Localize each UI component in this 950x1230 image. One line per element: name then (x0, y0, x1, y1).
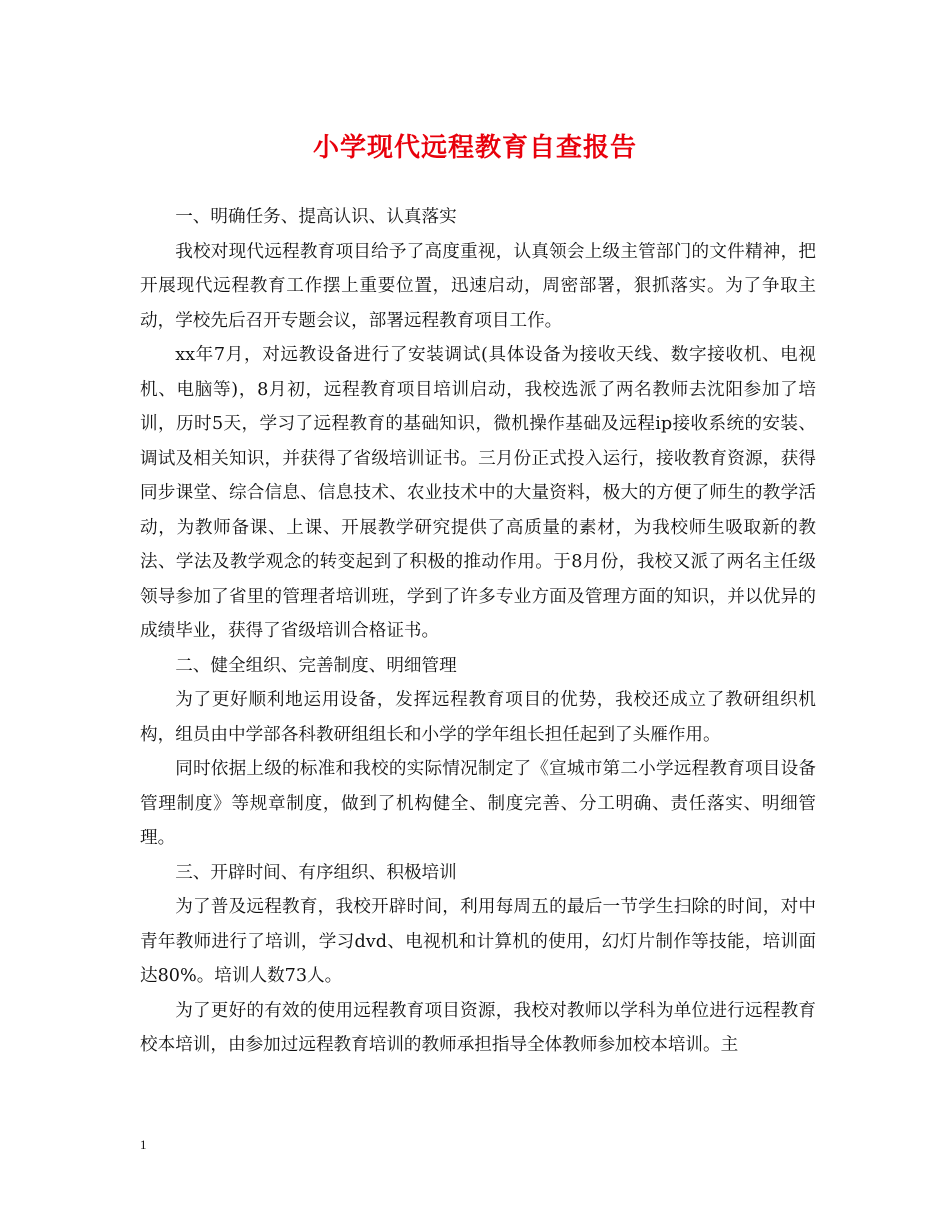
section-heading-1: 一、明确任务、提高认识、认真落实 (175, 207, 457, 227)
section-heading-2: 二、健全组织、完善制度、明细管理 (175, 655, 457, 676)
section-heading-3: 三、开辟时间、有序组织、积极培训 (175, 862, 457, 883)
paragraph: 为了更好的有效的使用远程教育项目资源，我校对教师以学科为单位进行远程教育校本培训，由参加过远程教育培训的教师承担指导全体教师参加校本培训。主 (140, 1000, 816, 1055)
paragraph: 我校对现代远程教育项目给予了高度重视，认真领会上级主管部门的文件精神，把开展现代远程教育工作摆上重要位置，迅速启动，周密部署，狠抓落实。为了争取主动，学校先后召开专题会议，部署远程教育项目工作。 (140, 241, 816, 331)
paragraph: 为了更好顺利地运用设备，发挥远程教育项目的优势，我校还成立了教研组织机构，组员由中学部各科教研组组长和小学的学年组长担任起到了头雁作用。 (140, 690, 816, 745)
page-number: 1 (140, 1137, 147, 1152)
document-title: 小学现代远程教育自查报告 (312, 133, 637, 163)
document-body (140, 200, 816, 1063)
paragraph: xx年7月，对远教设备进行了安装调试(具体设备为接收天线、数字接收机、电视机、电脑等)，8月初，远程教育项目培训启动，我校选派了两名教师去沈阳参加了培训，历时5天，学习了远程教育的基础知识，微机操作基础及远程ip接收系统的安装、调试及相关知识，并获得了省级培训证书。三月份正式投入运行，接收教育资源，获得同步课堂、综合信息、信息技术、农业技术中的大量资料，极大的方便了师生的教学活动，为教师备课、上课、开展教学研究提供了高质量的素材，为我校师生吸取新的教法、学法及教学观念的转变起到了积极的推动作用。于8月份，我校又派了两名主任级领导参加了省里的管理者培训班，学到了许多专业方面及管理方面的知识，并以优异的成绩毕业，获得了省级培训合格证书。 (140, 345, 816, 641)
paragraph: 为了普及远程教育，我校开辟时间，利用每周五的最后一节学生扫除的时间，对中青年教师进行了培训，学习dvd、电视机和计算机的使用，幻灯片制作等技能，培训面达80%。培训人数73人。 (140, 897, 816, 986)
paragraph: 同时依据上级的标准和我校的实际情况制定了《宣城市第二小学远程教育项目设备管理制度》等规章制度，做到了机构健全、制度完善、分工明确、责任落实、明细管理。 (140, 759, 816, 848)
